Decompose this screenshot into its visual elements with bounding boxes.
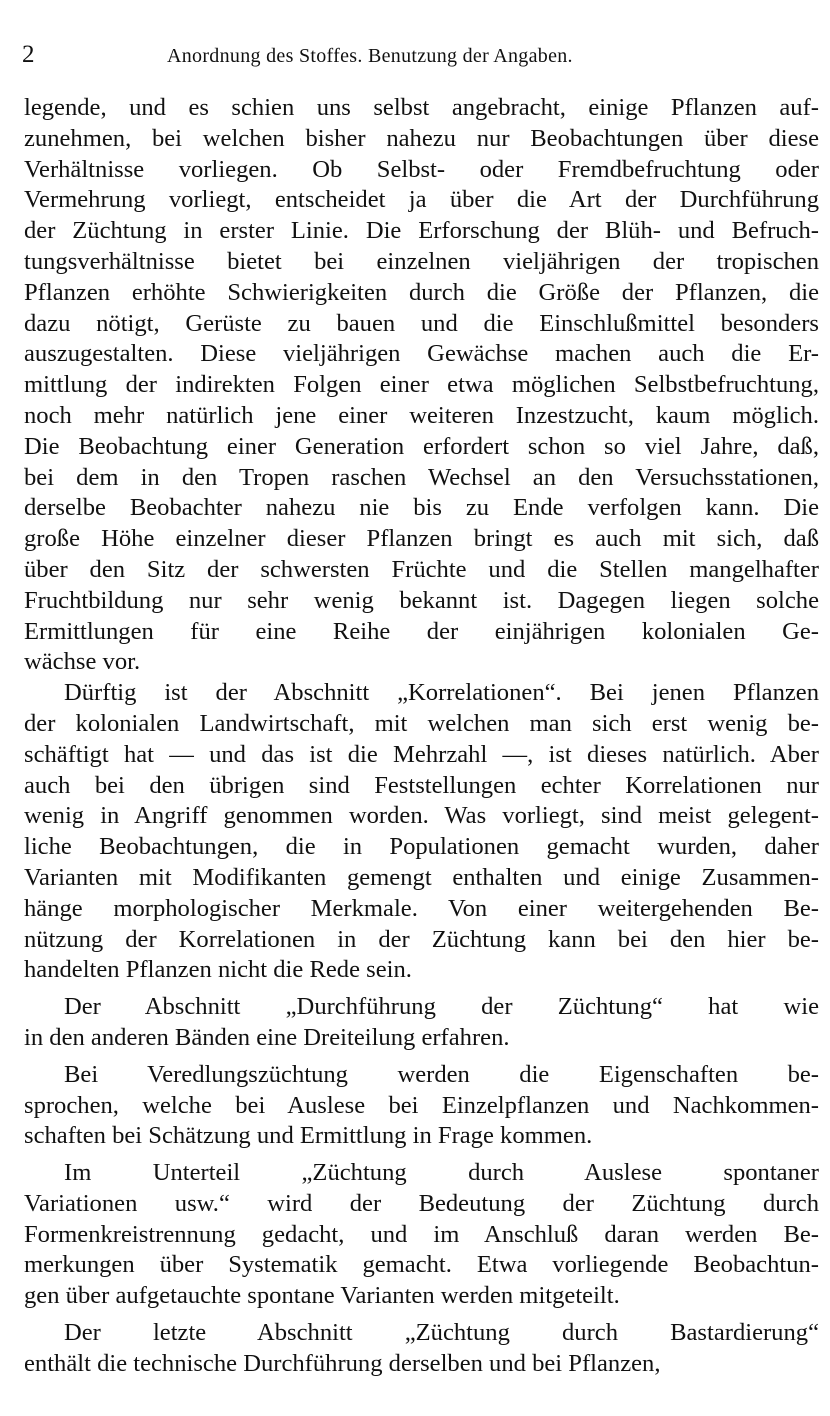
text-line: schaften bei Schätzung und Ermittlung in Frage kommen. xyxy=(24,1122,593,1150)
text-line: Vermehrung vorliegt, entscheidet ja über die Art der Durchführung xyxy=(24,186,819,214)
text-line: hänge morphologischer Merkmale. Von einer weitergehenden Be- xyxy=(24,894,819,922)
text-line: dazu nötigt, Gerüste zu bauen und die Einschlußmittel besonders xyxy=(24,309,819,337)
text-line: schäftigt hat — und das ist die Mehrzahl —, ist dieses natürlich. Aber xyxy=(24,740,819,768)
text-line: wächse vor. xyxy=(24,648,141,676)
text-line: Varianten mit Modifikanten gemengt enthalten und einige Zusammen- xyxy=(24,863,819,891)
text-line: derselbe Beobachter nahezu nie bis zu Ende verfolgen kann. Die xyxy=(24,494,819,522)
text-line: Fruchtbildung nur sehr wenig bekannt ist. Dagegen liegen solche xyxy=(24,586,819,614)
text-line: wenig in Angriff genommen worden. Was vorliegt, sind meist gelegent- xyxy=(24,802,819,830)
paragraph xyxy=(24,992,819,1054)
text-line: Verhältnisse vorliegen. Ob Selbst- oder Fremdbefruchtung oder xyxy=(24,155,819,183)
text-line: Der Abschnitt „Durchführung der Züchtung“ hat wie xyxy=(64,993,819,1021)
text-line: gen über aufgetauchte spontane Varianten werden mitgeteilt. xyxy=(24,1282,620,1310)
text-line: der kolonialen Landwirtschaft, mit welchen man sich erst wenig be- xyxy=(24,709,819,737)
text-line: tungsverhältnisse bietet bei einzelnen vieljährigen der tropischen xyxy=(24,247,819,275)
text-line: legende, und es schien uns selbst angebracht, einige Pflanzen auf- xyxy=(24,94,819,121)
text-line: Pflanzen erhöhte Schwierigkeiten durch die Größe der Pflanzen, die xyxy=(24,278,819,306)
running-head: Anordnung des Stoffes. Benutzung der Angaben. xyxy=(167,45,573,67)
text-line: zunehmen, bei welchen bisher nahezu nur Beobachtungen über diese xyxy=(24,124,819,152)
paragraph xyxy=(24,93,819,678)
text-line: Dürftig ist der Abschnitt „Korrelationen“. Bei jenen Pflanzen xyxy=(64,679,819,707)
page-header xyxy=(22,40,812,70)
text-line: große Höhe einzelner dieser Pflanzen bringt es auch mit sich, daß xyxy=(24,525,819,553)
text-line: mittlung der indirekten Folgen einer etwa möglichen Selbstbefruchtung, xyxy=(24,371,819,399)
text-line: auch bei den übrigen sind Feststellungen echter Korrelationen nur xyxy=(24,771,819,799)
text-line: sprochen, welche bei Auslese bei Einzelpflanzen und Nachkommen- xyxy=(24,1091,819,1119)
paragraph xyxy=(24,1060,819,1152)
text-line: liche Beobachtungen, die in Populationen gemacht wurden, daher xyxy=(24,833,819,861)
text-line: Formenkreistrennung gedacht, und im Anschluß daran werden Be- xyxy=(24,1220,819,1248)
text-line: nützung der Korrelationen in der Züchtung kann bei den hier be- xyxy=(24,925,819,953)
text-line: merkungen über Systematik gemacht. Etwa vorliegende Beobachtun- xyxy=(24,1251,819,1279)
page-number: 2 xyxy=(22,41,35,68)
text-line: über den Sitz der schwersten Früchte und die Stellen mangelhafter xyxy=(24,555,819,583)
text-line: der Züchtung in erster Linie. Die Erforschung der Blüh- und Befruch- xyxy=(24,217,819,245)
paragraph xyxy=(24,1158,819,1312)
text-line: enthält die technische Durchführung derselben und bei Pflanzen, xyxy=(24,1349,661,1377)
text-line: bei dem in den Tropen raschen Wechsel an den Versuchsstationen, xyxy=(24,463,819,491)
paragraph xyxy=(24,1318,819,1380)
body-text xyxy=(24,93,819,1380)
paragraph xyxy=(24,678,819,986)
text-line: noch mehr natürlich jene einer weiteren Inzestzucht, kaum möglich. xyxy=(24,401,819,429)
text-line: handelten Pflanzen nicht die Rede sein. xyxy=(24,956,412,984)
text-line: Variationen usw.“ wird der Bedeutung der Züchtung durch xyxy=(24,1189,819,1217)
text-line: Bei Veredlungszüchtung werden die Eigenschaften be- xyxy=(64,1060,819,1088)
text-line: Im Unterteil „Züchtung durch Auslese spontaner xyxy=(64,1159,819,1187)
text-line: Die Beobachtung einer Generation erfordert schon so viel Jahre, daß, xyxy=(24,432,819,460)
text-line: in den anderen Bänden eine Dreiteilung erfahren. xyxy=(24,1023,510,1051)
text-line: Der letzte Abschnitt „Züchtung durch Bastardierung“ xyxy=(64,1319,819,1347)
text-line: Ermittlungen für eine Reihe der einjährigen kolonialen Ge- xyxy=(24,617,819,645)
text-line: auszugestalten. Diese vieljährigen Gewächse machen auch die Er- xyxy=(24,340,819,368)
